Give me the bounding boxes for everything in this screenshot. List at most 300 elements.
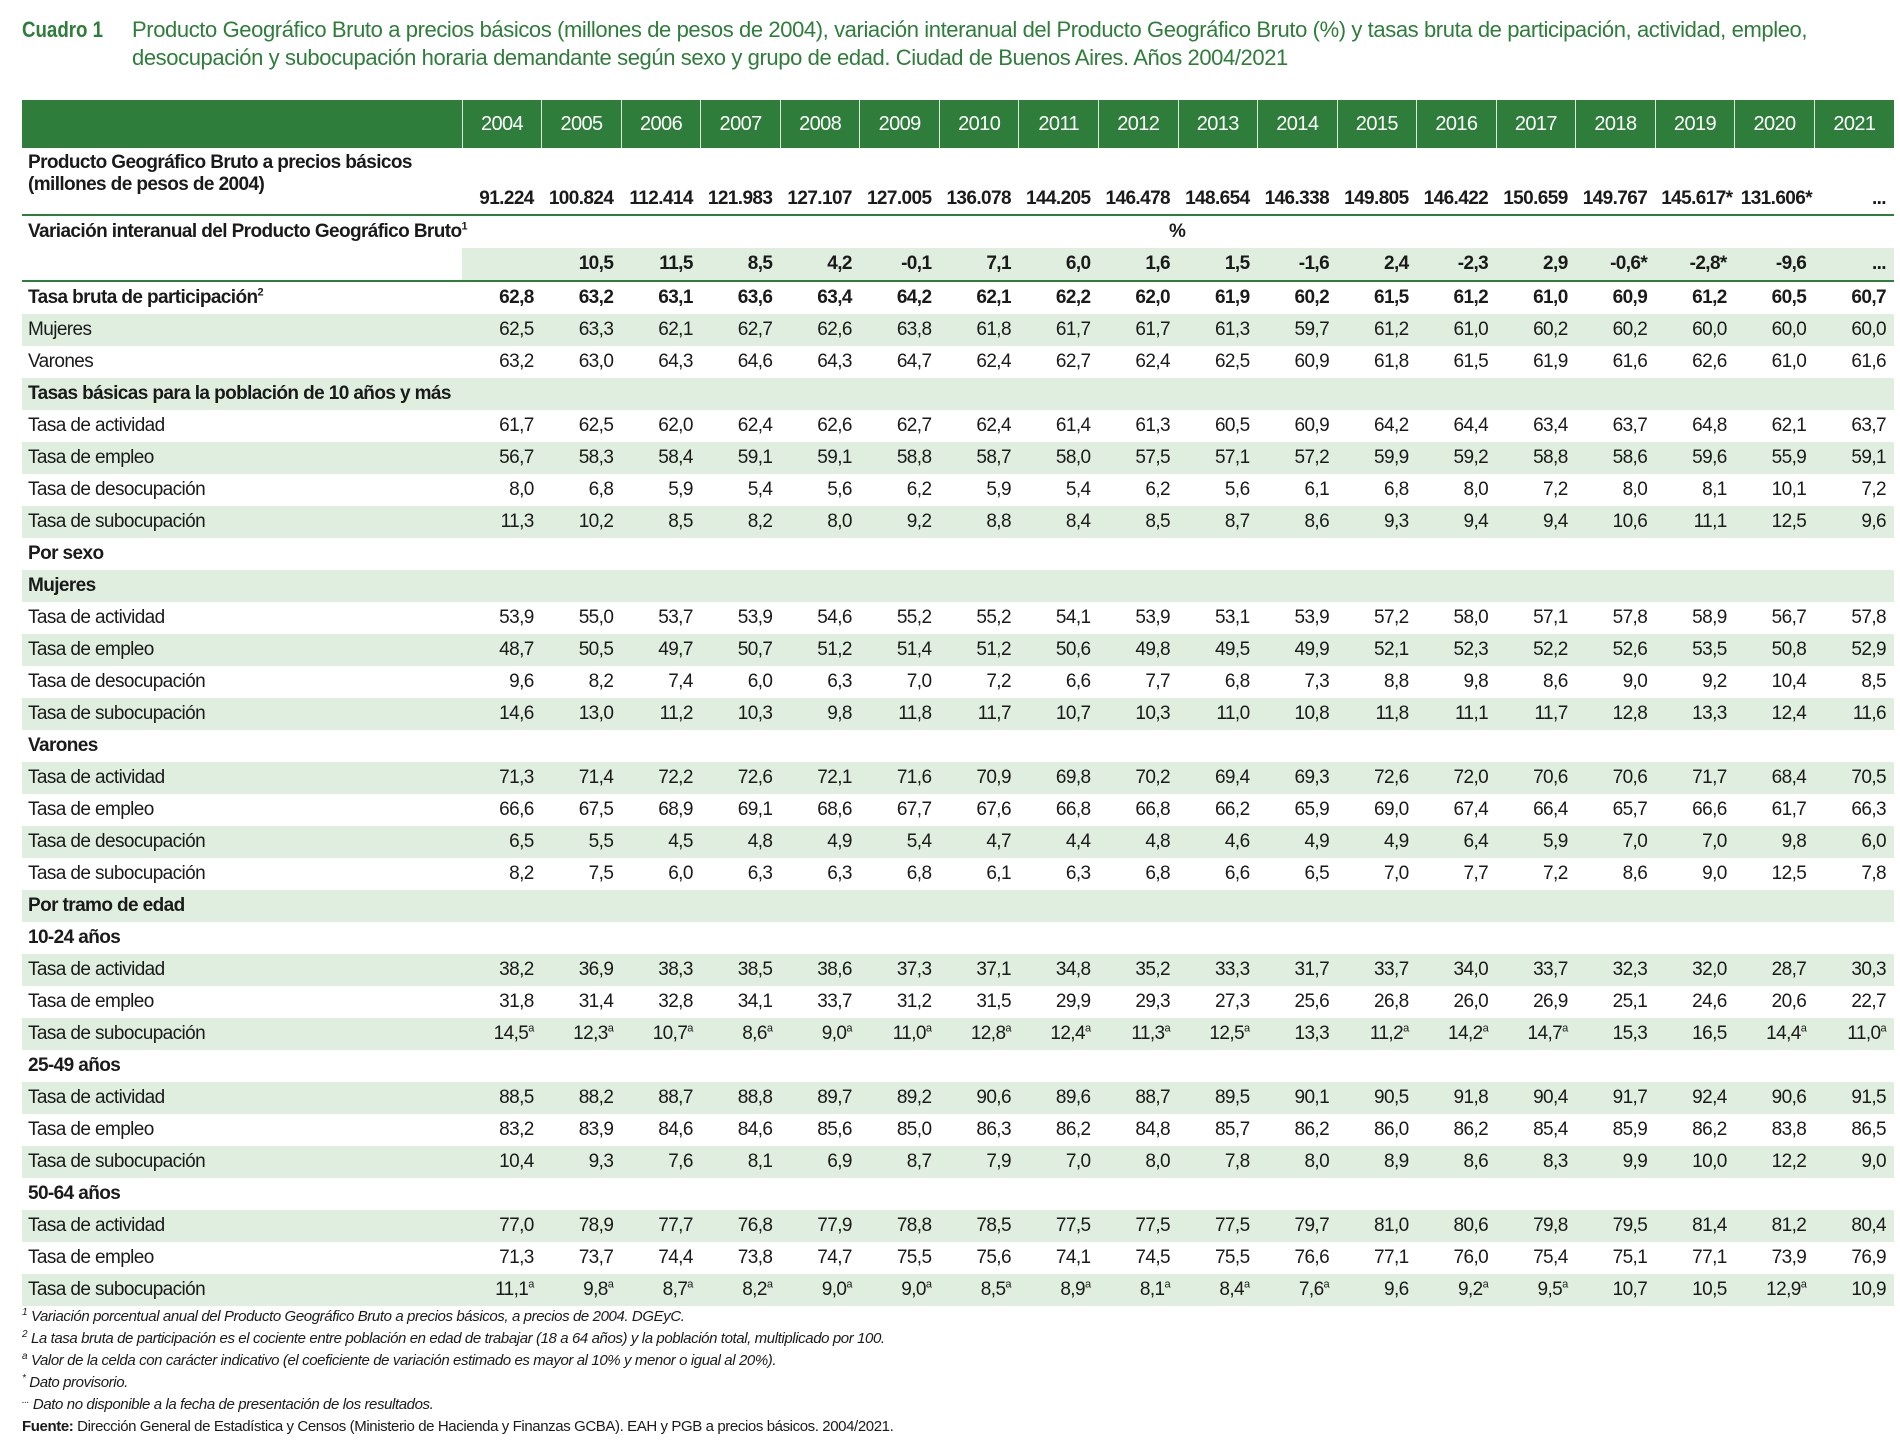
value-cell bbox=[780, 248, 860, 281]
value-cell bbox=[860, 442, 940, 474]
cell-value: 85,7 bbox=[1214, 1119, 1250, 1140]
cell-value: 75,1 bbox=[1612, 1247, 1648, 1268]
footnote-ref: a bbox=[1880, 1022, 1886, 1035]
value-cell bbox=[1417, 410, 1497, 442]
value-cell bbox=[701, 281, 781, 314]
cell-value: 90,6 bbox=[976, 1087, 1011, 1108]
year-header: 2007 bbox=[701, 100, 781, 148]
cell-value: 55,0 bbox=[578, 607, 614, 628]
value-cell bbox=[542, 506, 622, 538]
value-cell bbox=[939, 474, 1019, 506]
cell-value: 9,8 bbox=[1463, 671, 1489, 692]
cell-value: 33,7 bbox=[1533, 959, 1568, 980]
value-cell bbox=[1098, 1146, 1178, 1178]
cell-value: 6,6 bbox=[1224, 863, 1250, 884]
value-cell bbox=[1019, 1082, 1099, 1114]
table-row bbox=[22, 410, 1894, 442]
row-label bbox=[22, 1242, 462, 1274]
value-cell bbox=[939, 634, 1019, 666]
cell-value: 86,2 bbox=[1055, 1119, 1091, 1140]
value-cell bbox=[939, 442, 1019, 474]
cell-value: 8,8 bbox=[1383, 671, 1409, 692]
cell-value: 10,0 bbox=[1692, 1151, 1727, 1172]
table-header-row bbox=[22, 100, 1894, 148]
footnote-ref: a bbox=[1244, 1278, 1250, 1291]
cell-value: 8,1 bbox=[1139, 1279, 1165, 1300]
value-cell bbox=[621, 858, 701, 890]
cell-value: 92,4 bbox=[1692, 1087, 1727, 1108]
value-cell bbox=[621, 826, 701, 858]
cell-value: 83,9 bbox=[578, 1119, 614, 1140]
empty-span-cell bbox=[462, 922, 1894, 954]
footnote-ref: a bbox=[1562, 1278, 1568, 1291]
cell-value: 63,2 bbox=[578, 287, 614, 308]
value-cell bbox=[1576, 1082, 1656, 1114]
table-row bbox=[22, 148, 1894, 215]
cell-value: 27,3 bbox=[1214, 991, 1250, 1012]
value-cell bbox=[1337, 281, 1417, 314]
row-label bbox=[22, 762, 462, 794]
footnote bbox=[22, 1350, 1882, 1372]
row-label bbox=[22, 826, 462, 858]
cell-value: 64,3 bbox=[817, 351, 852, 372]
value-cell bbox=[1735, 826, 1815, 858]
row-label bbox=[22, 698, 462, 730]
table-number: Cuadro 1 bbox=[22, 17, 104, 42]
footnote-ref: a bbox=[1244, 1022, 1250, 1035]
value-cell bbox=[1814, 826, 1894, 858]
value-cell bbox=[1814, 698, 1894, 730]
cell-value: 61,0 bbox=[1453, 319, 1489, 340]
value-cell bbox=[542, 281, 622, 314]
value-cell bbox=[1178, 954, 1258, 986]
cell-value: 52,6 bbox=[1612, 639, 1648, 660]
cell-value: 76,8 bbox=[737, 1215, 773, 1236]
cell-value: 1,6 bbox=[1145, 253, 1171, 274]
cell-value: 7,7 bbox=[1145, 671, 1171, 692]
value-cell bbox=[1178, 826, 1258, 858]
cell-value: 90,6 bbox=[1771, 1087, 1807, 1108]
value-cell bbox=[860, 1242, 940, 1274]
value-cell bbox=[701, 314, 781, 346]
value-cell bbox=[542, 698, 622, 730]
cell-value: 31,2 bbox=[896, 991, 932, 1012]
table-row bbox=[22, 922, 1894, 954]
cell-value: 62,5 bbox=[1214, 351, 1250, 372]
value-cell bbox=[462, 1082, 542, 1114]
cell-value: -0,1 bbox=[901, 253, 932, 274]
row-label-text: Varones bbox=[28, 735, 98, 756]
cell-value: 9,3 bbox=[1383, 511, 1409, 532]
value-cell bbox=[780, 794, 860, 826]
value-cell bbox=[780, 1082, 860, 1114]
value-cell bbox=[462, 506, 542, 538]
value-cell bbox=[1576, 346, 1656, 378]
value-cell bbox=[1814, 1242, 1894, 1274]
row-label-text: Mujeres bbox=[28, 319, 92, 340]
cell-value: 52,3 bbox=[1453, 639, 1489, 660]
value-cell bbox=[1417, 698, 1497, 730]
value-cell bbox=[1019, 1274, 1099, 1306]
cell-value: 79,5 bbox=[1612, 1215, 1648, 1236]
footnote-ref: a bbox=[607, 1278, 614, 1291]
row-label bbox=[22, 346, 462, 378]
cell-value: 64,6 bbox=[737, 351, 773, 372]
value-cell bbox=[1258, 1274, 1338, 1306]
row-label-text: Tasas básicas para la población de 10 años y más bbox=[28, 383, 451, 404]
row-label bbox=[22, 1274, 462, 1306]
cell-value: 7,5 bbox=[588, 863, 614, 884]
empty-span-cell bbox=[462, 730, 1894, 762]
value-cell bbox=[1178, 634, 1258, 666]
cell-value: 6,8 bbox=[1224, 671, 1250, 692]
row-label-text: Tasa de subocupación bbox=[28, 511, 206, 532]
value-cell bbox=[1655, 794, 1735, 826]
cell-value: 8,9 bbox=[1060, 1279, 1085, 1300]
value-cell bbox=[1337, 634, 1417, 666]
cell-value: 72,0 bbox=[1453, 767, 1489, 788]
value-cell bbox=[1814, 314, 1894, 346]
cell-value: 58,0 bbox=[1055, 447, 1091, 468]
cell-value: 62,1 bbox=[976, 287, 1011, 308]
value-cell bbox=[1258, 794, 1338, 826]
value-cell bbox=[1735, 1082, 1815, 1114]
cell-value: ... bbox=[1871, 253, 1886, 274]
value-cell bbox=[701, 148, 781, 215]
cell-value: 12,5 bbox=[1771, 863, 1807, 884]
row-label-text: 25-49 años bbox=[28, 1055, 121, 1076]
source-text: Dirección General de Estadística y Censos (Ministerio de Hacienda y Finanzas GCBA). EAH y PGB a precios básicos. 2004/2021. bbox=[77, 1418, 894, 1435]
cell-value: 37,3 bbox=[896, 959, 932, 980]
cell-value: 5,9 bbox=[668, 479, 693, 500]
cell-value: 62,8 bbox=[499, 287, 534, 308]
cell-value: 9,5 bbox=[1537, 1279, 1563, 1300]
cell-value: 6,8 bbox=[1383, 479, 1409, 500]
value-cell bbox=[1655, 762, 1735, 794]
value-cell bbox=[1417, 666, 1497, 698]
value-cell bbox=[1735, 1146, 1815, 1178]
cell-value: 8,2 bbox=[747, 511, 773, 532]
cell-value: 75,5 bbox=[1214, 1247, 1250, 1268]
cell-value: 11,1 bbox=[1693, 511, 1727, 532]
value-cell bbox=[462, 410, 542, 442]
year-header: 2016 bbox=[1417, 100, 1497, 148]
value-cell bbox=[1814, 474, 1894, 506]
cell-value: 121.983 bbox=[707, 188, 773, 209]
value-cell bbox=[701, 826, 781, 858]
cell-value: 60,0 bbox=[1771, 319, 1807, 340]
cell-value: 70,9 bbox=[976, 767, 1011, 788]
value-cell bbox=[1098, 474, 1178, 506]
value-cell bbox=[542, 1018, 622, 1050]
cell-value: 11,7 bbox=[1534, 703, 1568, 724]
cell-value: 55,2 bbox=[896, 607, 932, 628]
table-row bbox=[22, 634, 1894, 666]
cell-value: 67,7 bbox=[896, 799, 932, 820]
value-cell bbox=[1258, 442, 1338, 474]
value-cell bbox=[701, 346, 781, 378]
cell-value: 88,7 bbox=[658, 1087, 693, 1108]
value-cell bbox=[621, 954, 701, 986]
value-cell bbox=[1576, 826, 1656, 858]
value-cell bbox=[780, 762, 860, 794]
footnote-ref: a bbox=[846, 1022, 852, 1035]
cell-value: 8,4 bbox=[1219, 1279, 1245, 1300]
cell-value: 6,3 bbox=[747, 863, 773, 884]
value-cell bbox=[621, 474, 701, 506]
table-row bbox=[22, 506, 1894, 538]
value-cell bbox=[1735, 410, 1815, 442]
cell-value: 4,9 bbox=[1383, 831, 1409, 852]
row-label-text: Tasa de empleo bbox=[28, 1119, 154, 1140]
value-cell bbox=[860, 248, 940, 281]
cell-value: 12,2 bbox=[1771, 1151, 1807, 1172]
value-cell bbox=[621, 346, 701, 378]
value-cell bbox=[1655, 634, 1735, 666]
value-cell bbox=[462, 248, 542, 281]
value-cell bbox=[1655, 148, 1735, 215]
value-cell bbox=[1178, 1210, 1258, 1242]
value-cell bbox=[701, 602, 781, 634]
value-cell bbox=[1019, 248, 1099, 281]
value-cell bbox=[542, 1210, 622, 1242]
value-cell bbox=[1098, 826, 1178, 858]
value-cell bbox=[1735, 248, 1815, 281]
cell-value: 53,1 bbox=[1214, 607, 1250, 628]
value-cell bbox=[1814, 954, 1894, 986]
cell-value: 89,7 bbox=[817, 1087, 852, 1108]
value-cell bbox=[701, 1146, 781, 1178]
empty-span-cell bbox=[462, 538, 1894, 570]
value-cell bbox=[1655, 1274, 1735, 1306]
cell-value: 32,8 bbox=[658, 991, 693, 1012]
cell-value: 57,1 bbox=[1533, 607, 1568, 628]
cell-value: 11,0 bbox=[1847, 1023, 1881, 1044]
cell-value: 11,7 bbox=[977, 703, 1011, 724]
year-header: 2009 bbox=[860, 100, 940, 148]
cell-value: 6,3 bbox=[827, 863, 852, 884]
value-cell bbox=[1098, 248, 1178, 281]
value-cell bbox=[462, 281, 542, 314]
cell-value: 5,6 bbox=[1224, 479, 1250, 500]
value-cell bbox=[462, 314, 542, 346]
cell-value: 9,6 bbox=[1861, 511, 1886, 532]
cell-value: 26,0 bbox=[1453, 991, 1489, 1012]
cell-value: 81,0 bbox=[1374, 1215, 1409, 1236]
cell-value: 12,5 bbox=[1771, 511, 1807, 532]
cell-value: 8,7 bbox=[1224, 511, 1250, 532]
cell-value: 85,9 bbox=[1612, 1119, 1648, 1140]
cell-value: 62,1 bbox=[658, 319, 693, 340]
cell-value: 8,6 bbox=[1304, 511, 1330, 532]
cell-value: 4,4 bbox=[1065, 831, 1091, 852]
cell-value: 131.606* bbox=[1740, 188, 1813, 209]
value-cell bbox=[1814, 602, 1894, 634]
cell-value: 51,2 bbox=[817, 639, 852, 660]
footnote-ref: a bbox=[1482, 1278, 1489, 1291]
value-cell bbox=[1258, 858, 1338, 890]
row-label bbox=[22, 314, 462, 346]
cell-value: 38,2 bbox=[499, 959, 534, 980]
table-row bbox=[22, 954, 1894, 986]
cell-value: 66,6 bbox=[1692, 799, 1727, 820]
cell-value: 14,6 bbox=[499, 703, 534, 724]
value-cell bbox=[860, 666, 940, 698]
row-label-text: Tasa de empleo bbox=[28, 1247, 154, 1268]
value-cell bbox=[462, 1114, 542, 1146]
cell-value: 6,8 bbox=[906, 863, 932, 884]
cell-value: 64,7 bbox=[896, 351, 932, 372]
cell-value: 5,9 bbox=[1543, 831, 1568, 852]
cell-value: 35,2 bbox=[1135, 959, 1171, 980]
cell-value: 7,2 bbox=[1543, 479, 1568, 500]
value-cell bbox=[1496, 1082, 1576, 1114]
cell-value: 50,7 bbox=[737, 639, 773, 660]
table-row bbox=[22, 1146, 1894, 1178]
cell-value: 78,8 bbox=[896, 1215, 932, 1236]
cell-value: 64,2 bbox=[1374, 415, 1409, 436]
value-cell bbox=[1735, 506, 1815, 538]
value-cell bbox=[1655, 858, 1735, 890]
cell-value: 60,9 bbox=[1294, 415, 1330, 436]
value-cell bbox=[621, 248, 701, 281]
cell-value: 70,6 bbox=[1612, 767, 1648, 788]
cell-value: 53,9 bbox=[1135, 607, 1171, 628]
value-cell bbox=[1814, 666, 1894, 698]
value-cell bbox=[1655, 346, 1735, 378]
cell-value: 53,9 bbox=[1294, 607, 1330, 628]
cell-value: 31,8 bbox=[499, 991, 534, 1012]
cell-value: 37,1 bbox=[976, 959, 1011, 980]
cell-value: 77,5 bbox=[1055, 1215, 1091, 1236]
value-cell bbox=[1258, 1210, 1338, 1242]
value-cell bbox=[542, 1274, 622, 1306]
value-cell bbox=[1417, 1210, 1497, 1242]
row-label bbox=[22, 215, 467, 248]
cell-value: 51,4 bbox=[896, 639, 932, 660]
cell-value: 63,6 bbox=[737, 287, 773, 308]
value-cell bbox=[1178, 762, 1258, 794]
value-cell bbox=[1417, 858, 1497, 890]
value-cell bbox=[1655, 506, 1735, 538]
value-cell bbox=[621, 1082, 701, 1114]
row-label-text: Tasa de empleo bbox=[28, 991, 154, 1012]
cell-value: 7,0 bbox=[1622, 831, 1648, 852]
value-cell bbox=[1496, 1242, 1576, 1274]
cell-value: 145.617* bbox=[1661, 188, 1733, 209]
cell-value: 6,0 bbox=[1065, 253, 1091, 274]
value-cell bbox=[1098, 506, 1178, 538]
row-label-text: Mujeres bbox=[28, 575, 96, 596]
cell-value: 63,7 bbox=[1851, 415, 1886, 436]
row-label bbox=[22, 666, 462, 698]
footnote-ref: a bbox=[687, 1022, 693, 1035]
table-row bbox=[22, 826, 1894, 858]
value-cell bbox=[1735, 314, 1815, 346]
value-cell bbox=[1258, 1114, 1338, 1146]
value-cell bbox=[780, 698, 860, 730]
value-cell bbox=[1735, 1018, 1815, 1050]
value-cell bbox=[1576, 1146, 1656, 1178]
cell-value: 5,4 bbox=[747, 479, 773, 500]
table-caption bbox=[22, 16, 1892, 72]
cell-value: 33,7 bbox=[817, 991, 852, 1012]
row-label bbox=[22, 1018, 462, 1050]
cell-value: 8,2 bbox=[588, 671, 614, 692]
footnote-mark: 1 bbox=[22, 1307, 28, 1318]
cell-value: 6,0 bbox=[747, 671, 773, 692]
value-cell bbox=[1258, 762, 1338, 794]
cell-value: 149.805 bbox=[1344, 188, 1409, 209]
cell-value: 12,8 bbox=[970, 1023, 1006, 1044]
value-cell bbox=[860, 1018, 940, 1050]
cell-value: 11,5 bbox=[659, 253, 693, 274]
cell-value: 8,5 bbox=[980, 1279, 1006, 1300]
table-row bbox=[22, 602, 1894, 634]
row-label bbox=[22, 570, 462, 602]
value-cell bbox=[1735, 666, 1815, 698]
cell-value: 89,5 bbox=[1214, 1087, 1250, 1108]
value-cell bbox=[939, 1018, 1019, 1050]
value-cell bbox=[939, 1242, 1019, 1274]
value-cell bbox=[1258, 1082, 1338, 1114]
cell-value: 26,8 bbox=[1374, 991, 1409, 1012]
cell-value: 60,0 bbox=[1692, 319, 1727, 340]
cell-value: 58,8 bbox=[1533, 447, 1568, 468]
cell-value: 62,4 bbox=[737, 415, 773, 436]
value-cell bbox=[1337, 762, 1417, 794]
row-label-text: Tasa de subocupación bbox=[28, 1279, 206, 1300]
row-label-text: Tasa de empleo bbox=[28, 639, 154, 660]
value-cell bbox=[1417, 346, 1497, 378]
empty-span-cell bbox=[462, 1050, 1894, 1082]
value-cell bbox=[780, 858, 860, 890]
value-cell bbox=[1178, 148, 1258, 215]
value-cell bbox=[1098, 1114, 1178, 1146]
value-cell bbox=[1258, 410, 1338, 442]
cell-value: 61,4 bbox=[1055, 415, 1091, 436]
value-cell bbox=[1655, 1210, 1735, 1242]
cell-value: 69,3 bbox=[1294, 767, 1330, 788]
cell-value: 8,1 bbox=[747, 1151, 773, 1172]
row-label bbox=[22, 1178, 462, 1210]
value-cell bbox=[1417, 442, 1497, 474]
cell-value: 91,5 bbox=[1851, 1087, 1886, 1108]
cell-value: 68,6 bbox=[817, 799, 852, 820]
value-cell bbox=[1019, 1242, 1099, 1274]
value-cell bbox=[1098, 346, 1178, 378]
cell-value: 8,9 bbox=[1383, 1151, 1409, 1172]
footnote-ref: a bbox=[766, 1278, 773, 1291]
cell-value: 53,9 bbox=[499, 607, 534, 628]
cell-value: 31,5 bbox=[976, 991, 1011, 1012]
value-cell bbox=[1098, 698, 1178, 730]
value-cell bbox=[780, 1018, 860, 1050]
value-cell bbox=[780, 346, 860, 378]
year-header: 2021 bbox=[1814, 100, 1894, 148]
value-cell bbox=[542, 148, 622, 215]
cell-value: 74,5 bbox=[1135, 1247, 1171, 1268]
cell-value: 71,6 bbox=[896, 767, 932, 788]
value-cell bbox=[860, 314, 940, 346]
cell-value: 86,5 bbox=[1851, 1119, 1886, 1140]
cell-value: 34,1 bbox=[737, 991, 773, 1012]
value-cell bbox=[1098, 858, 1178, 890]
value-cell bbox=[1814, 1210, 1894, 1242]
value-cell bbox=[780, 148, 860, 215]
row-label-text: 10-24 años bbox=[28, 927, 121, 948]
cell-value: 9,0 bbox=[821, 1023, 847, 1044]
